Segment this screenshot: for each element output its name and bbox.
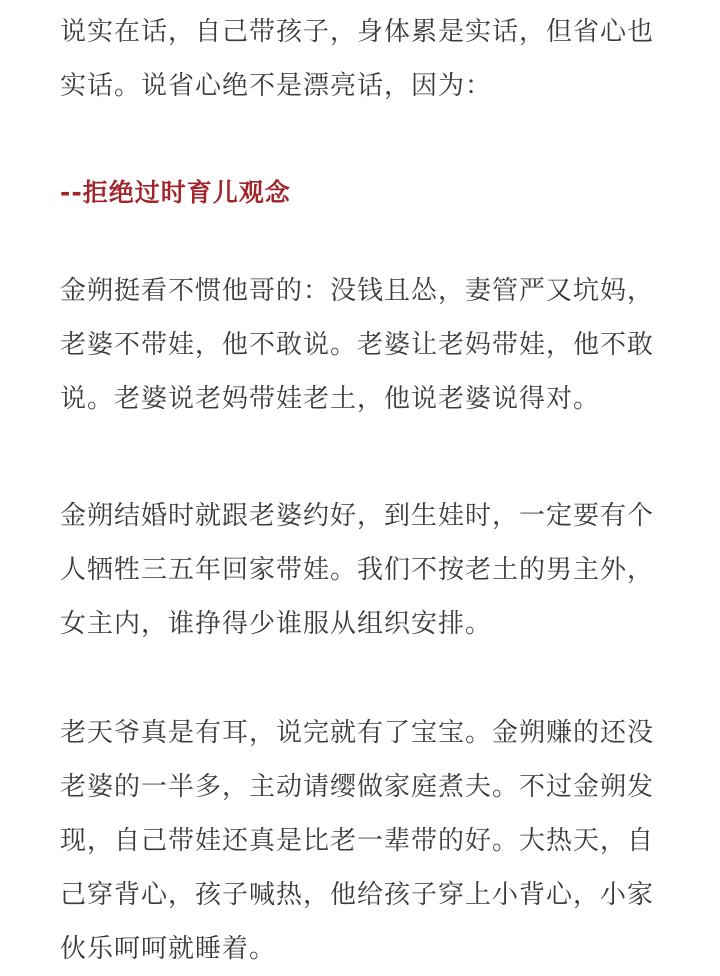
paragraph-line: 老天爷真是有耳，说完就有了宝宝。金朔赚的还没 bbox=[60, 718, 655, 748]
paragraph-line: 金朔结婚时就跟老婆约好，到生娃时，一定要有个 bbox=[60, 501, 655, 531]
paragraph-line: 实话。说省心绝不是漂亮话，因为： bbox=[60, 71, 493, 101]
paragraph-brother bbox=[60, 264, 670, 426]
paragraph-line: 老婆不带娃，他不敢说。老婆让老妈带娃，他不敢 bbox=[60, 330, 655, 360]
paragraph-line: 伙乐呵呵就睡着。 bbox=[60, 934, 277, 964]
paragraph-line: 老婆的一半多，主动请缨做家庭煮夫。不过金朔发 bbox=[60, 772, 655, 802]
paragraph-line: 人牺牲三五年回家带娃。我们不按老土的男主外， bbox=[60, 555, 655, 585]
paragraph-line: 说实在话，自己带孩子，身体累是实话，但省心也 bbox=[60, 17, 655, 47]
section-heading: --拒绝过时育儿观念 bbox=[60, 178, 291, 207]
paragraph-line: 现，自己带娃还真是比老一辈带的好。大热天，自 bbox=[60, 826, 655, 856]
paragraph-intro bbox=[60, 5, 670, 113]
paragraph-marriage bbox=[60, 489, 670, 651]
paragraph-line: 女主内，谁挣得少谁服从组织安排。 bbox=[60, 609, 493, 639]
paragraph-baby bbox=[60, 706, 670, 976]
paragraph-line: 说。老婆说老妈带娃老土，他说老婆说得对。 bbox=[60, 384, 601, 414]
paragraph-line: 金朔挺看不惯他哥的：没钱且怂，妻管严又坑妈， bbox=[60, 276, 655, 306]
paragraph-line: 己穿背心，孩子喊热，他给孩子穿上小背心，小家 bbox=[60, 880, 655, 910]
